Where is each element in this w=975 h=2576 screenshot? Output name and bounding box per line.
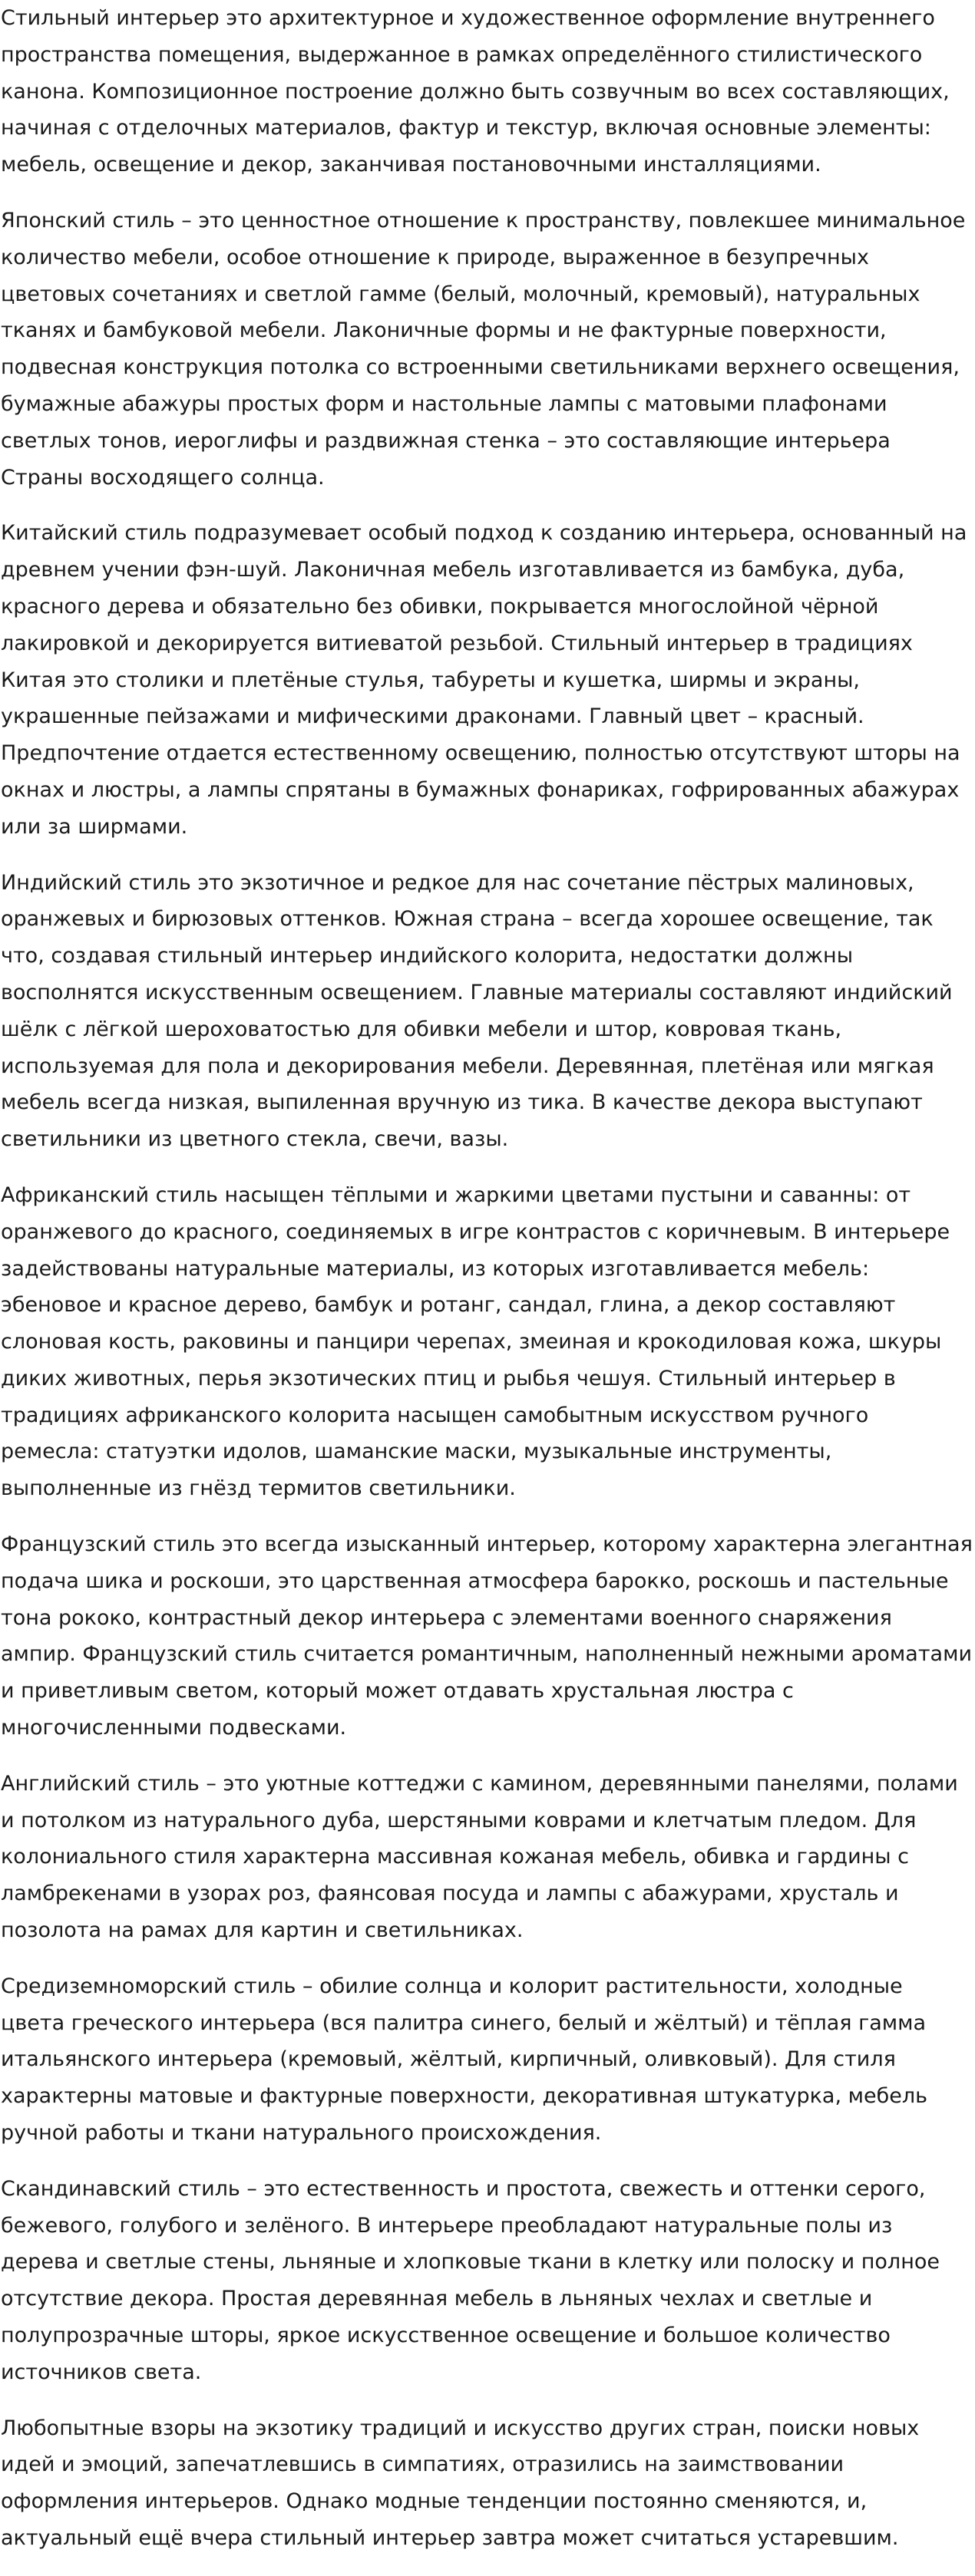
paragraph-mediterranean-style: Средиземноморский стиль – обилие солнца и колорит растительности, холодные цвета греческого интерьера (вся палитра синего, белый и жёлтый) и тёплая гамма итальянского интерьера (кремовый, жёлтый, кирпичный, оливковый). Для стиля характерны матовые и фактурные поверхности, декоративная штукатурка, мебель ручной работы и ткани натурального происхождения. <box>1 1974 928 2146</box>
paragraph-scandinavian-style: Скандинавский стиль – это естественность и простота, свежесть и оттенки серого, бежевого, голубого и зелёного. В интерьере преобладают натуральные полы из дерева и светлые стены, льняные и хлопковые ткани в клетку или полоску и полное отсутствие декора. Простая деревянная мебель в льняных чехлах и светлые и полупрозрачные шторы, яркое искусственное освещение и большое количество источников света. <box>1 2176 940 2384</box>
paragraph-conclusion: Любопытные взоры на экзотику традиций и искусство других стран, поиски новых идей и эмоций, запечатлевшись в симпатиях, отразились на заимствовании оформления интерьеров. Однако модные тенденции постоянно сменяются, и, актуальный ещё вчера стильный интерьер завтра может считаться устаревшим. <box>1 2416 920 2550</box>
paragraph-french-style: Французский стиль это всегда изысканный интерьер, которому характерна элегантная подача шика и роскоши, это царственная атмосфера барокко, роскошь и пастельные тона рококо, контрастный декор интерьера с элементами военного снаряжения ампир. Французский стиль считается романтичным, наполненный нежными ароматами и приветливым светом, который может отдавать хрустальная люстра с многочисленными подвесками. <box>1 1532 973 1740</box>
paragraph-japanese-style: Японский стиль – это ценностное отношение к пространству, повлекшее минимальное количество мебели, особое отношение к природе, выраженное в безупречных цветовых сочетаниях и светлой гамме (белый, молочный, кремовый), натуральных тканях и бамбуковой мебели. Лаконичные формы и не фактурные поверхности, подвесная конструкция потолка со встроенными светильниками верхнего освещения, бумажные абажуры простых форм и настольные лампы с матовыми плафонами светлых тонов, иероглифы и раздвижная стенка – это составляющие интерьера Страны восходящего солнца. <box>1 208 966 490</box>
paragraph-chinese-style: Китайский стиль подразумевает особый подход к созданию интерьера, основанный на древнем учении фэн-шуй. Лаконичная мебель изготавливается из бамбука, дуба, красного дерева и обязательно без обивки, покрывается многослойной чёрной лакировкой и декорируется витиеватой резьбой. Стильный интерьер в традициях Китая это столики и плетёные стулья, табуреты и кушетка, ширмы и экраны, украшенные пейзажами и мифическими драконами. Главный цвет – красный. Предпочтение отдается естественному освещению, полностью отсутствуют шторы на окнах и люстры, а лампы спрятаны в бумажных фонариках, гофрированных абажурах или за ширмами. <box>1 521 967 839</box>
paragraph-intro: Стильный интерьер это архитектурное и художественное оформление внутреннего пространства помещения, выдержанное в рамках определённого стилистического канона. Композиционное построение должно быть созвучным во всех составляющих, начиная с отделочных материалов, фактур и текстур, включая основные элементы: мебель, освещение и декор, заканчивая постановочными инсталляциями. <box>1 6 950 177</box>
paragraph-indian-style: Индийский стиль это экзотичное и редкое для нас сочетание пёстрых малиновых, оранжевых и бирюзовых оттенков. Южная страна – всегда хорошее освещение, так что, создавая стильный интерьер индийского колорита, недостатки должны восполнятся искусственным освещением. Главные материалы составляют индийский шёлк с лёгкой шероховатостью для обивки мебели и штор, ковровая ткань, используемая для пола и декорирования мебели. Деревянная, плетёная или мягкая мебель всегда низкая, выпиленная вручную из тика. В качестве декора выступают светильники из цветного стекла, свечи, вазы. <box>1 870 953 1152</box>
paragraph-african-style: Африканский стиль насыщен тёплыми и жаркими цветами пустыни и саванны: от оранжевого до красного, соединяемых в игре контрастов с коричневым. В интерьере задействованы натуральные материалы, из которых изготавливается мебель: эбеновое и красное дерево, бамбук и ротанг, сандал, глина, а декор составляют слоновая кость, раковины и панцири черепах, змеиная и крокодиловая кожа, шкуры диких животных, перья экзотических птиц и рыбья чешуя. Стильный интерьер в традициях африканского колорита насыщен самобытным искусством ручного ремесла: статуэтки идолов, шаманские маски, музыкальные инструменты, выполненные из гнёзд термитов светильники. <box>1 1182 950 1501</box>
paragraph-english-style: Английский стиль – это уютные коттеджи с камином, деревянными панелями, полами и потолком из натурального дуба, шерстяными коврами и клетчатым пледом. Для колониального стиля характерна массивная кожаная мебель, обивка и гардины с ламбрекенами в узорах роз, фаянсовая посуда и лампы с абажурами, хрусталь и позолота на рамах для картин и светильниках. <box>1 1771 958 1943</box>
